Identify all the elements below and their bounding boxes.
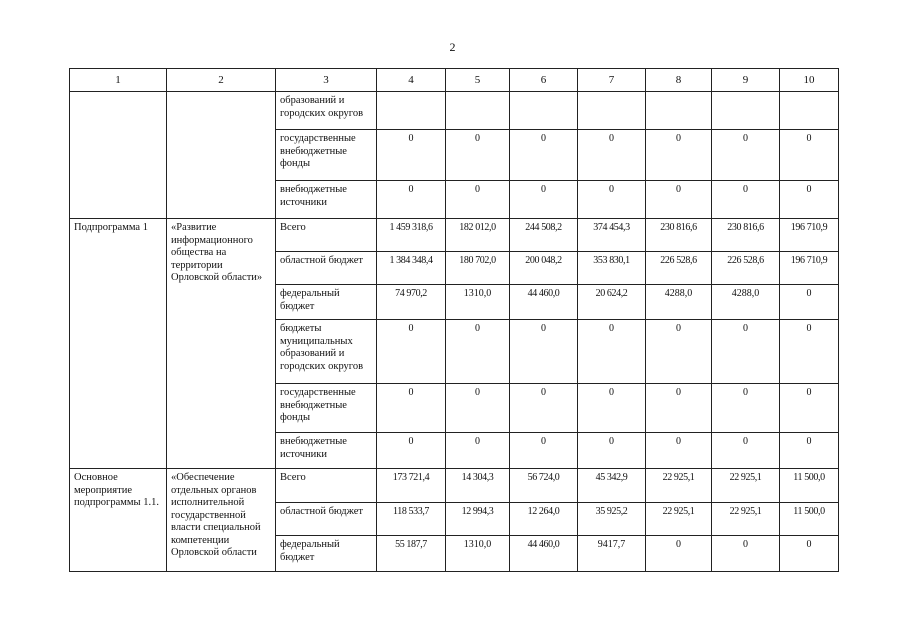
funding-source-cell: внебюджетные источники: [276, 433, 377, 469]
amount-cell: 9417,7: [578, 536, 646, 572]
program-name-cell: [70, 92, 167, 219]
page-number: 2: [449, 40, 456, 54]
amount-cell: 0: [712, 181, 780, 219]
amount-cell: 0: [578, 384, 646, 433]
amount-cell: 22 925,1: [712, 469, 780, 503]
header-cell: 6: [510, 69, 578, 92]
program-name-cell: Подпрограмма 1: [70, 219, 167, 469]
amount-cell: 230 816,6: [712, 219, 780, 252]
amount-cell: 12 264,0: [510, 503, 578, 536]
amount-cell: 0: [377, 384, 446, 433]
amount-cell: 0: [510, 433, 578, 469]
amount-cell: 226 528,6: [646, 252, 712, 285]
budget-table: [69, 68, 839, 572]
amount-cell: 11 500,0: [780, 503, 839, 536]
program-title-cell: «Обеспечение отдельных органов исполнительной государственной власти специальной компетенции Орловской области: [167, 469, 276, 572]
program-title-cell: «Развитие информационного общества на территории Орловской области»: [167, 219, 276, 469]
amount-cell: [510, 92, 578, 130]
header-row: [70, 69, 839, 92]
table-row: [70, 92, 839, 130]
amount-cell: 200 048,2: [510, 252, 578, 285]
amount-cell: 196 710,9: [780, 219, 839, 252]
amount-cell: 0: [446, 433, 510, 469]
amount-cell: 22 925,1: [646, 469, 712, 503]
amount-cell: 12 994,3: [446, 503, 510, 536]
amount-cell: 244 508,2: [510, 219, 578, 252]
amount-cell: 196 710,9: [780, 252, 839, 285]
amount-cell: 0: [780, 181, 839, 219]
amount-cell: 0: [780, 384, 839, 433]
header-cell: 8: [646, 69, 712, 92]
header-cell: 7: [578, 69, 646, 92]
amount-cell: 374 454,3: [578, 219, 646, 252]
amount-cell: [446, 92, 510, 130]
amount-cell: 230 816,6: [646, 219, 712, 252]
table-body: [70, 69, 839, 572]
amount-cell: 14 304,3: [446, 469, 510, 503]
amount-cell: 0: [712, 384, 780, 433]
funding-source-cell: образований и городских округов: [276, 92, 377, 130]
amount-cell: [377, 92, 446, 130]
amount-cell: 0: [712, 320, 780, 384]
amount-cell: 0: [780, 130, 839, 181]
funding-source-cell: Всего: [276, 469, 377, 503]
amount-cell: 118 533,7: [377, 503, 446, 536]
amount-cell: 0: [377, 433, 446, 469]
amount-cell: [780, 92, 839, 130]
amount-cell: 0: [780, 320, 839, 384]
amount-cell: 0: [510, 181, 578, 219]
amount-cell: 0: [377, 181, 446, 219]
amount-cell: 0: [578, 130, 646, 181]
amount-cell: 44 460,0: [510, 536, 578, 572]
amount-cell: 0: [446, 181, 510, 219]
amount-cell: 1 384 348,4: [377, 252, 446, 285]
amount-cell: 0: [646, 384, 712, 433]
table-row: [70, 469, 839, 503]
amount-cell: 0: [646, 130, 712, 181]
amount-cell: 22 925,1: [712, 503, 780, 536]
header-cell: 10: [780, 69, 839, 92]
amount-cell: 173 721,4: [377, 469, 446, 503]
header-cell: 5: [446, 69, 510, 92]
funding-source-cell: областной бюджет: [276, 252, 377, 285]
funding-source-cell: федеральный бюджет: [276, 536, 377, 572]
table-row: [70, 219, 839, 252]
amount-cell: 4288,0: [646, 285, 712, 320]
header-cell: 4: [377, 69, 446, 92]
amount-cell: 0: [578, 433, 646, 469]
funding-source-cell: Всего: [276, 219, 377, 252]
amount-cell: 0: [646, 536, 712, 572]
funding-source-cell: областной бюджет: [276, 503, 377, 536]
amount-cell: 44 460,0: [510, 285, 578, 320]
amount-cell: 22 925,1: [646, 503, 712, 536]
amount-cell: 0: [780, 536, 839, 572]
amount-cell: 11 500,0: [780, 469, 839, 503]
amount-cell: 45 342,9: [578, 469, 646, 503]
amount-cell: 4288,0: [712, 285, 780, 320]
amount-cell: 0: [712, 433, 780, 469]
funding-source-cell: государственные внебюджетные фонды: [276, 384, 377, 433]
amount-cell: 182 012,0: [446, 219, 510, 252]
funding-source-cell: бюджеты муниципальных образований и городских округов: [276, 320, 377, 384]
amount-cell: 1 459 318,6: [377, 219, 446, 252]
amount-cell: 226 528,6: [712, 252, 780, 285]
header-cell: 9: [712, 69, 780, 92]
amount-cell: 0: [578, 181, 646, 219]
amount-cell: 0: [446, 130, 510, 181]
amount-cell: 0: [712, 130, 780, 181]
funding-source-cell: федеральный бюджет: [276, 285, 377, 320]
amount-cell: 0: [446, 384, 510, 433]
amount-cell: 353 830,1: [578, 252, 646, 285]
amount-cell: 0: [377, 130, 446, 181]
amount-cell: 180 702,0: [446, 252, 510, 285]
header-cell: 3: [276, 69, 377, 92]
amount-cell: 0: [510, 384, 578, 433]
amount-cell: 0: [578, 320, 646, 384]
amount-cell: [712, 92, 780, 130]
program-title-cell: [167, 92, 276, 219]
amount-cell: 0: [780, 433, 839, 469]
amount-cell: 20 624,2: [578, 285, 646, 320]
funding-source-cell: внебюджетные источники: [276, 181, 377, 219]
funding-source-cell: государственные внебюджетные фонды: [276, 130, 377, 181]
amount-cell: 0: [510, 320, 578, 384]
amount-cell: 74 970,2: [377, 285, 446, 320]
amount-cell: 1310,0: [446, 285, 510, 320]
amount-cell: 0: [780, 285, 839, 320]
header-cell: 1: [70, 69, 167, 92]
amount-cell: 0: [646, 320, 712, 384]
amount-cell: [578, 92, 646, 130]
amount-cell: 55 187,7: [377, 536, 446, 572]
amount-cell: 56 724,0: [510, 469, 578, 503]
amount-cell: 0: [510, 130, 578, 181]
amount-cell: 0: [646, 181, 712, 219]
amount-cell: 1310,0: [446, 536, 510, 572]
amount-cell: 0: [646, 433, 712, 469]
amount-cell: 0: [712, 536, 780, 572]
amount-cell: 0: [377, 320, 446, 384]
program-name-cell: Основное мероприятие подпрограммы 1.1.: [70, 469, 167, 572]
amount-cell: 35 925,2: [578, 503, 646, 536]
amount-cell: [646, 92, 712, 130]
header-cell: 2: [167, 69, 276, 92]
amount-cell: 0: [446, 320, 510, 384]
